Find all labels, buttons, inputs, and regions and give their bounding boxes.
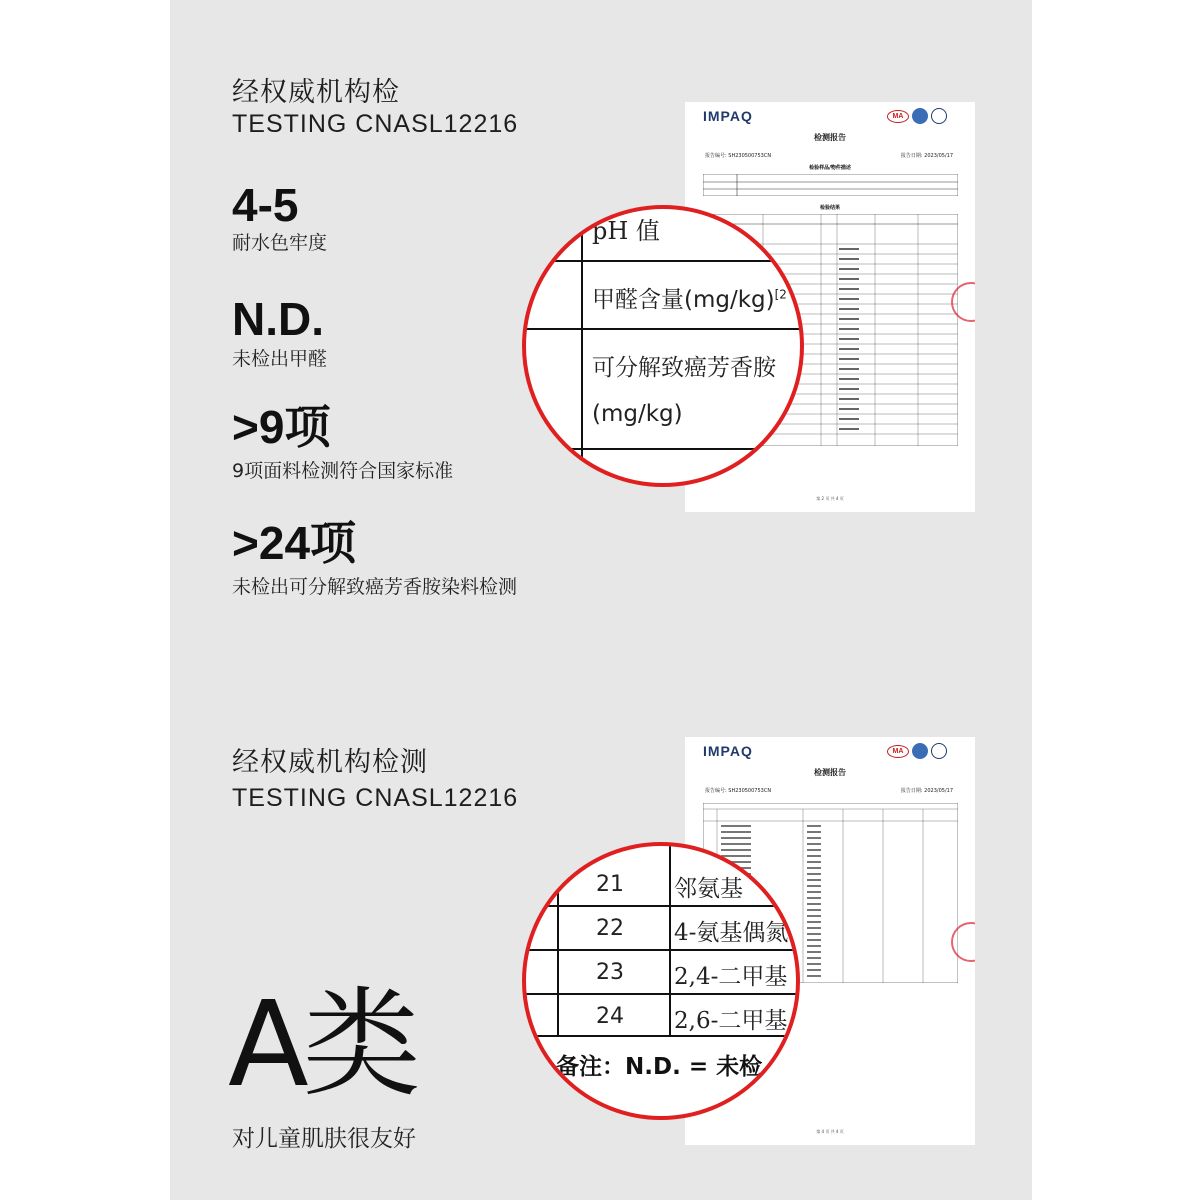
sample-table [703, 174, 958, 196]
report-date: 报告日期: 2023/05/17 [900, 153, 953, 159]
amine-row-no: 23 [596, 960, 624, 985]
stat-small-2: 未检出甲醛 [232, 348, 328, 370]
results-label: 检验结果 [819, 205, 840, 211]
amine-row-name: 邻氨基 [674, 876, 743, 902]
ilac-badge-icon [912, 743, 928, 759]
report-title: 检测报告 [814, 133, 846, 142]
report-title: 检测报告 [814, 768, 846, 777]
stat-big-3: >9项 [232, 401, 331, 453]
certification-badges [887, 743, 947, 759]
section1-heading: 经权威机构检 [232, 77, 400, 108]
section1-subheading: TESTING CNASL12216 [232, 110, 519, 138]
report-date: 报告日期: 2023/05/17 [900, 788, 953, 794]
row-aromatic-amine-unit: (mg/kg) [592, 401, 683, 427]
formaldehyde-label: 甲醛含量(mg/kg) [592, 287, 775, 313]
content-panel [170, 0, 1032, 1200]
amine-row-no: 22 [596, 916, 624, 941]
magnified-table-grid [526, 209, 804, 487]
report-page-number: 第 4 页 共 4 页 [816, 1129, 844, 1134]
stat-big-2: N.D. [232, 293, 324, 345]
cnas-badge-icon [931, 743, 947, 759]
stat-big-1: 4-5 [232, 179, 299, 231]
stat-big-4: >24项 [232, 517, 357, 569]
stat-small-3: 9项面料检测符合国家标准 [232, 460, 454, 482]
section2-heading: 经权威机构检测 [232, 747, 428, 778]
amine-row-name: 2,6-二甲基 [674, 1008, 788, 1034]
report-number: 报告编号: SH230500753CN [705, 788, 772, 794]
cnas-badge-icon [931, 108, 947, 124]
row-formaldehyde [592, 281, 787, 314]
formaldehyde-note: [2 [774, 287, 787, 302]
amine-row-no: 21 [596, 872, 624, 897]
impaq-logo: IMPAQ [703, 743, 753, 759]
report-page-number: 第 2 页 共 4 页 [816, 496, 844, 501]
row-ph-value: pH 值 [592, 217, 660, 245]
cma-badge-icon: MA [887, 110, 909, 123]
certification-badges [887, 108, 947, 124]
grade-a-title: A类 [228, 975, 415, 1113]
sample-section-label: 检验样品/物件描述 [809, 165, 851, 171]
nd-note: 备注：N.D. = 未检 [556, 1054, 763, 1080]
amine-row-name: 2,4-二甲基 [674, 964, 788, 990]
grade-a-subtitle: 对儿童肌肤很友好 [232, 1126, 416, 1152]
amine-row-name: 4-氨基偶氮 [674, 920, 789, 946]
stat-small-4: 未检出可分解致癌芳香胺染料检测 [232, 576, 518, 598]
stat-small-1: 耐水色牢度 [232, 232, 328, 254]
amine-row-no: 24 [596, 1004, 624, 1029]
ilac-badge-icon [912, 108, 928, 124]
row-aromatic-amine: 可分解致癌芳香胺 [592, 355, 776, 381]
section2-subheading: TESTING CNASL12216 [232, 784, 519, 812]
impaq-logo: IMPAQ [703, 108, 753, 124]
magnifier-amine-list [522, 842, 800, 1120]
cma-badge-icon: MA [887, 745, 909, 758]
magnifier-formaldehyde [522, 205, 804, 487]
report-number: 报告编号: SH230500753CN [705, 153, 772, 159]
